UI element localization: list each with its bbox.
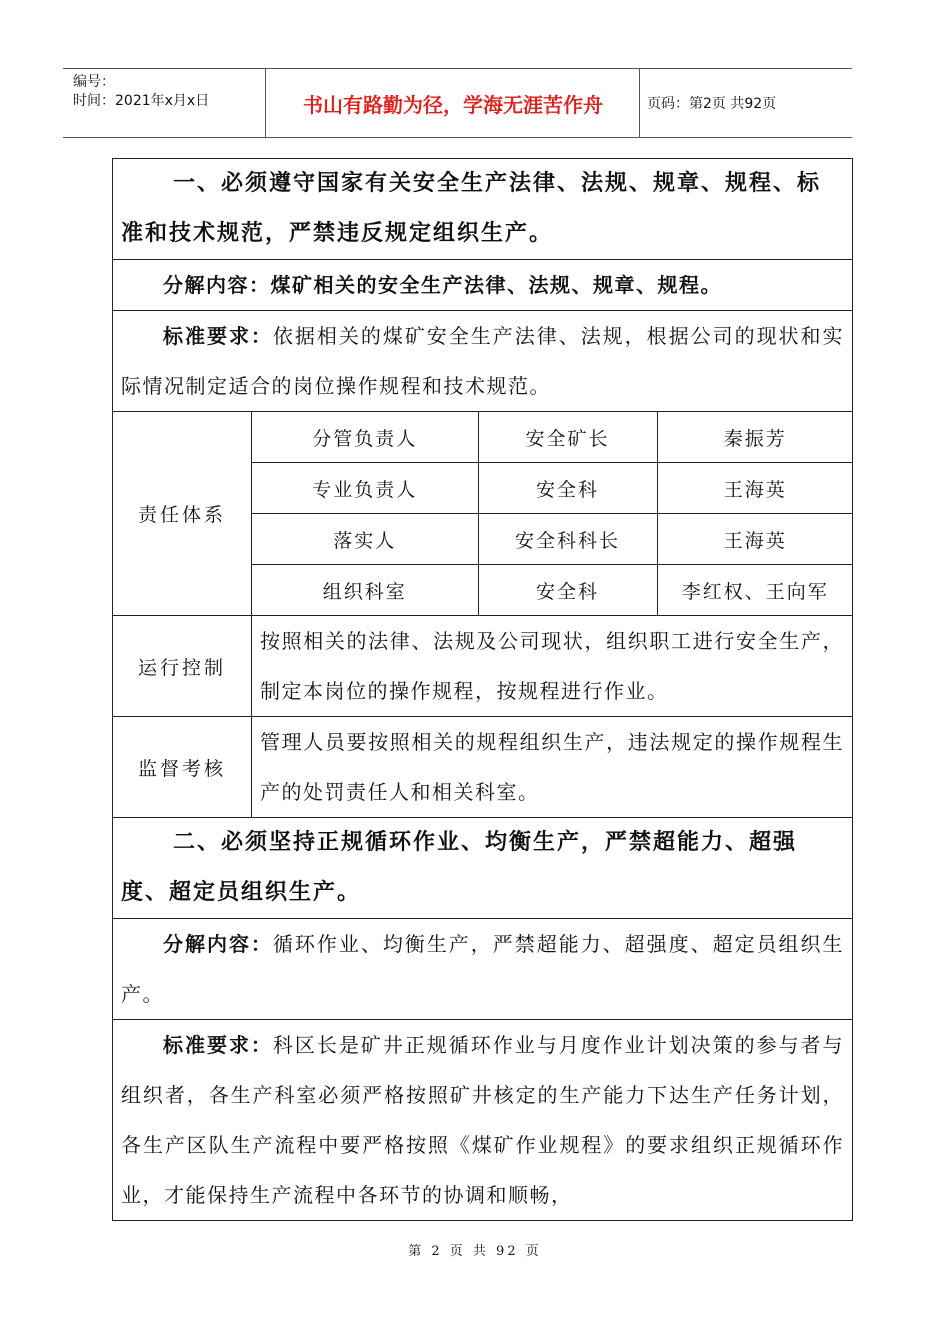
resp-role: 落实人 [252,514,478,565]
header-divider [265,69,266,137]
resp-role: 分管负责人 [252,412,478,463]
document-number-label: 编号： [73,74,115,90]
section2-decomp [113,919,852,1019]
standard-label: 标准要求： [163,324,273,348]
section1-standard-row [113,311,853,412]
resp-dept: 安全科科长 [478,514,657,565]
supervision-text: 管理人员要按照相关的规程组织生产，违法规定的操作规程生产的处罚责任人和相关科室。 [260,730,845,804]
responsibility-row [113,412,853,616]
supervision-row [113,717,853,818]
page-header [63,68,852,138]
section2-heading: 二、必须坚持正规循环作业、均衡生产，严禁超能力、超强度、超定员组织生产。 [121,830,798,905]
table-row [252,463,853,514]
header-motto: 书山有路勤为径，学海无涯苦作舟 [303,92,603,117]
section1-standard [113,311,852,411]
standard-text: 科区长是矿井正规循环作业与月度作业计划决策的参与者与组织者，各生产科室必须严格按照矿井核定的生产能力下达生产任务计划，各生产区队生产流程中要严格按照《煤矿作业规程》的要求组织正规循环作业，才能保持生产流程中各环节的协调和顺畅， [121,1033,845,1207]
resp-role: 专业负责人 [252,463,478,514]
decomp-label: 分解内容： [163,273,271,297]
resp-role: 组织科室 [252,565,478,616]
header-divider [639,69,640,137]
regulation-table [112,158,853,1221]
decomp-text: 循环作业、均衡生产，严禁超能力、超强度、超定员组织生产。 [121,932,845,1006]
responsibility-table [252,412,853,615]
operation-control-text: 按照相关的法律、法规及公司现状，组织职工进行安全生产，制定本岗位的操作规程，按规程进行作业。 [260,629,845,703]
operation-control-label: 运行控制 [113,616,252,717]
resp-dept: 安全科 [478,565,657,616]
resp-person: 秦振芳 [657,412,853,463]
table-row [252,565,853,616]
decomp-label: 分解内容： [163,932,273,956]
section1-decomp-row [113,260,853,311]
resp-person: 王海英 [657,514,853,565]
section1-heading: 一、必须遵守国家有关安全生产法律、法规、规章、规程、标准和技术规范，严禁违反规定组织生产。 [121,171,822,246]
decomp-text: 煤矿相关的安全生产法律、法规、规章、规程。 [270,273,722,297]
responsibility-label: 责任体系 [113,412,252,616]
section2-decomp-row [113,919,853,1020]
document-time: 时间：2021年x月x日 [73,93,210,109]
resp-person: 王海英 [657,463,853,514]
resp-person: 李红权、王向军 [657,565,853,616]
standard-label: 标准要求： [163,1033,273,1057]
table-row [252,514,853,565]
standard-text: 依据相关的煤矿安全生产法律、法规，根据公司的现状和实际情况制定适合的岗位操作规程和技术规范。 [121,324,845,398]
section2-standard [113,1020,852,1220]
section2-standard-row [113,1020,853,1221]
resp-dept: 安全科 [478,463,657,514]
page-footer: 第 2 页 共 92 页 [408,1244,542,1259]
section2-heading-row [113,818,853,919]
resp-dept: 安全矿长 [478,412,657,463]
section1-decomp [113,260,852,310]
operation-control-row [113,616,853,717]
supervision-label: 监督考核 [113,717,252,818]
header-meta [73,73,209,111]
section1-heading-row [113,159,853,260]
table-row [252,412,853,463]
header-page-info: 页码：第2页 共92页 [647,96,777,112]
